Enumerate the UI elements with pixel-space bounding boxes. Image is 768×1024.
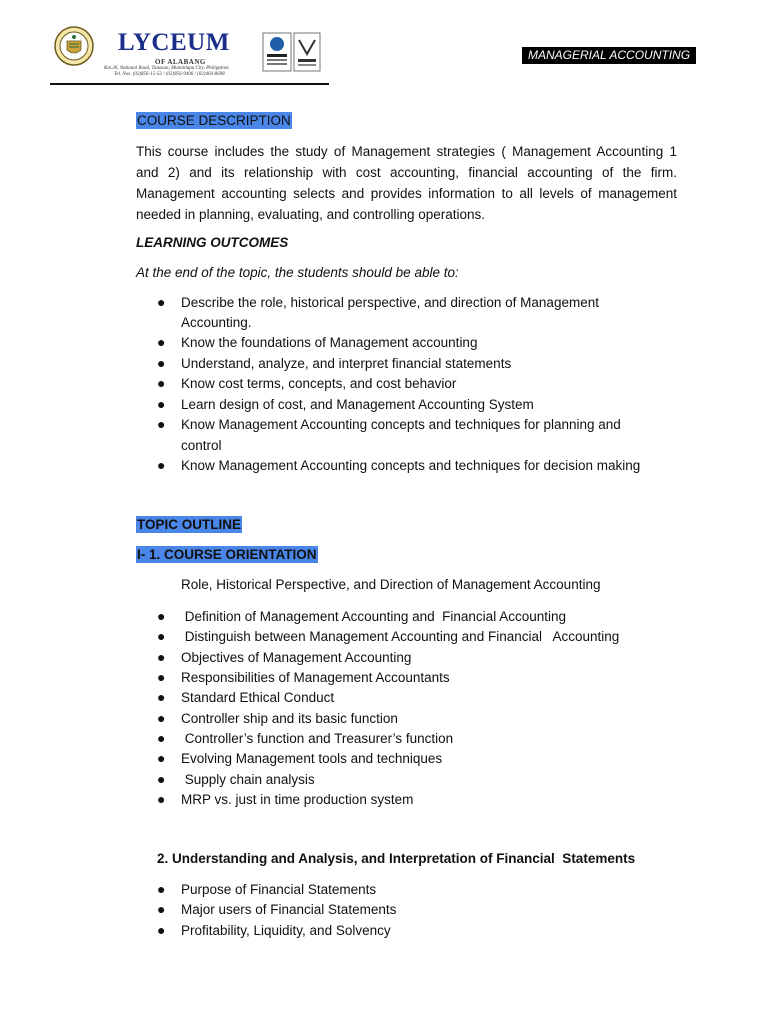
school-name: LYCEUM [118,29,230,56]
bullet-icon: ● [157,689,166,705]
list-item: MRP vs. just in time production system [181,792,414,807]
list-item: Controller’s function and Treasurer’s function [181,731,454,746]
list-item: Profitability, Liquidity, and Solvency [181,923,391,938]
bullet-icon: ● [157,791,166,807]
bullet-icon: ● [157,922,166,938]
school-address: Km.30, National Road, Tunasan, Muntinlupa City, Philippines [104,66,229,71]
list-item: Distinguish between Management Accounting and Financial Accounting [181,629,620,644]
list-item-continuation: control [181,438,222,453]
school-phone: Tel. Nos. (02)856-15-53 / (02)856-9496 / (02)403-8698 [114,72,225,77]
bullet-icon: ● [157,901,166,917]
course-title-badge: MANAGERIAL ACCOUNTING [522,47,696,64]
course-description-line: This course includes the study of Management strategies ( Management Accounting 1 [136,144,677,159]
list-item: Evolving Management tools and techniques [181,751,443,766]
list-item: Supply chain analysis [181,772,315,787]
list-item: Know the foundations of Management accounting [181,335,478,350]
list-item: Major users of Financial Statements [181,902,397,917]
header-rule [50,83,329,85]
bullet-icon: ● [157,881,166,897]
section-2-heading: 2. Understanding and Analysis, and Interpretation of Financial Statements [157,851,636,866]
certification-logos [262,32,322,72]
list-item: Know Management Accounting concepts and techniques for decision making [181,458,641,473]
bullet-icon: ● [157,771,166,787]
bullet-icon: ● [157,396,166,412]
section-1-subtitle: Role, Historical Perspective, and Direction of Management Accounting [181,577,601,592]
list-item: Learn design of cost, and Management Accounting System [181,397,534,412]
bullet-icon: ● [157,750,166,766]
bullet-icon: ● [157,375,166,391]
list-item-continuation: Accounting. [181,315,252,330]
list-item: Purpose of Financial Statements [181,882,377,897]
list-item: Controller ship and its basic function [181,711,398,726]
list-item: Describe the role, historical perspective, and direction of Management [181,295,599,310]
list-item: Standard Ethical Conduct [181,690,335,705]
course-description-line: Management accounting selects and provides information to all levels of management [136,186,677,201]
list-item: Definition of Management Accounting and Financial Accounting [181,609,566,624]
bullet-icon: ● [157,294,166,310]
list-item: Objectives of Management Accounting [181,650,412,665]
course-description-text [136,141,677,225]
bullet-icon: ● [157,628,166,644]
course-description-line: and 2) and its relationship with cost accounting, financial accounting of the firm. [136,165,677,180]
bullet-icon: ● [157,608,166,624]
bullet-icon: ● [157,457,166,473]
list-item: Know Management Accounting concepts and techniques for planning and [181,417,621,432]
school-seal-logo [54,26,94,66]
bullet-icon: ● [157,669,166,685]
list-item: Know cost terms, concepts, and cost behavior [181,376,457,391]
list-item: Responsibilities of Management Accountants [181,670,450,685]
bullet-icon: ● [157,334,166,350]
bullet-icon: ● [157,649,166,665]
section-1-heading: I- 1. COURSE ORIENTATION [137,547,317,562]
learning-outcomes-heading: LEARNING OUTCOMES [136,235,289,250]
course-description-heading: COURSE DESCRIPTION [137,113,291,128]
list-item: Understand, analyze, and interpret financial statements [181,356,512,371]
bullet-icon: ● [157,710,166,726]
school-name-sub: OF ALABANG [155,58,206,66]
bullet-icon: ● [157,730,166,746]
bullet-icon: ● [157,355,166,371]
learning-outcomes-intro: At the end of the topic, the students should be able to: [136,265,459,280]
course-description-line: needed in planning, evaluating, and controlling operations. [136,207,486,222]
topic-outline-heading: TOPIC OUTLINE [137,517,242,532]
bullet-icon: ● [157,416,166,432]
